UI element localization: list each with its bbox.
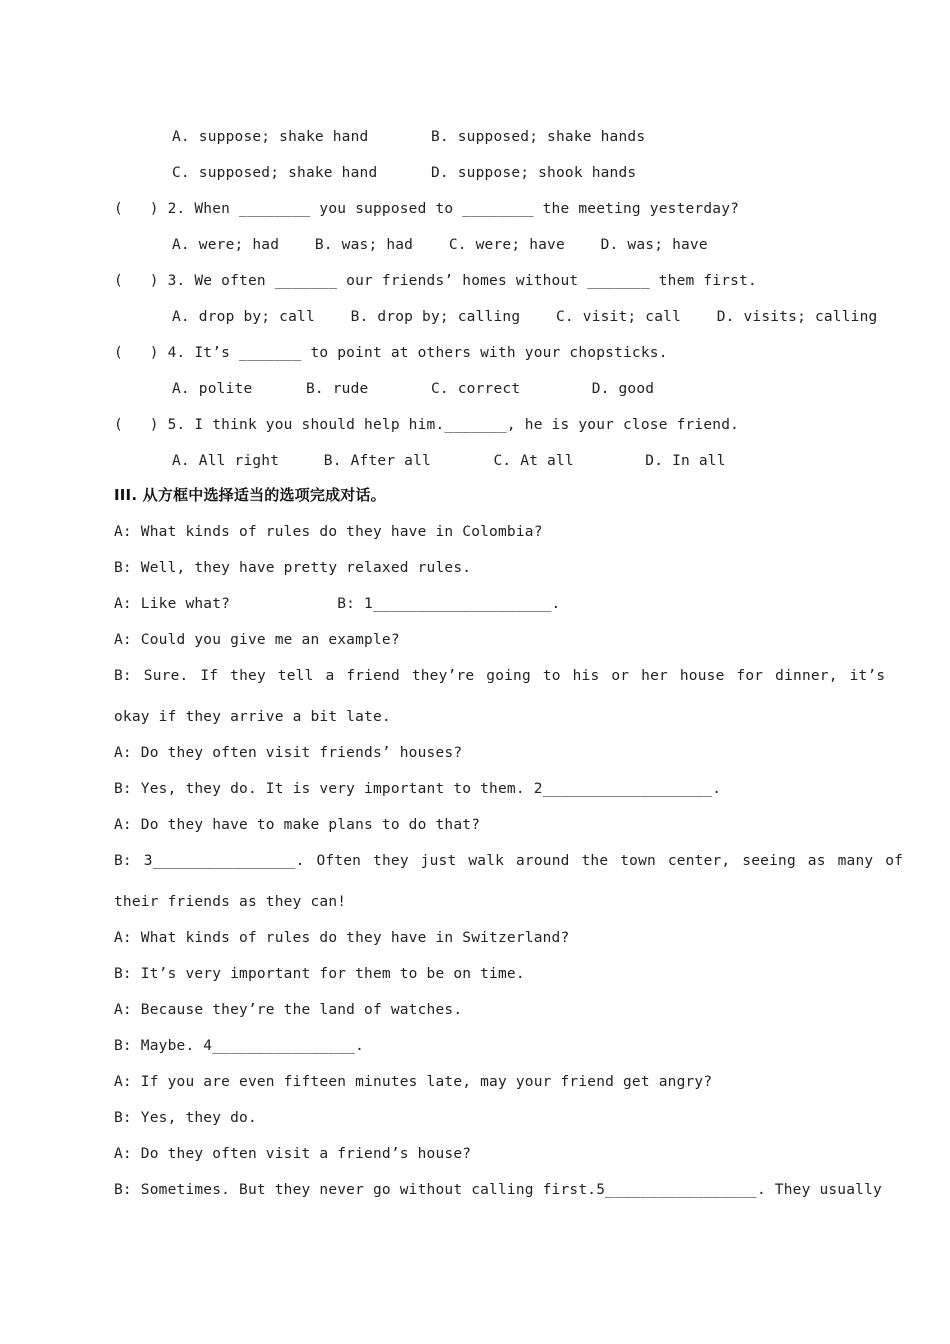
dialogue-line: B: 3________________. Often they just walk around the town center, seeing as many of xyxy=(114,853,904,869)
dialogue-line: A: Do they often visit friends’ houses? xyxy=(114,745,463,761)
dialogue-line: A: What kinds of rules do they have in Switzerland? xyxy=(114,930,570,946)
dialogue-line: A: Do they often visit a friend’s house? xyxy=(114,1146,472,1162)
dialogue-line: A: Do they have to make plans to do that? xyxy=(114,817,481,833)
dialogue-line: B: Yes, they do. It is very important to them. 2___________________. xyxy=(114,781,722,797)
dialogue-line: B: Yes, they do. xyxy=(114,1110,257,1126)
q1-options-cd: C. supposed; shake hand D. suppose; shook hands xyxy=(172,165,637,181)
dialogue-line: B: It’s very important for them to be on time. xyxy=(114,966,525,982)
q5-options: A. All right B. After all C. At all D. In all xyxy=(172,453,726,469)
dialogue-line: A: Like what? B: 1____________________. xyxy=(114,596,561,612)
dialogue-line: okay if they arrive a bit late. xyxy=(114,709,391,725)
dialogue-line: B: Well, they have pretty relaxed rules. xyxy=(114,560,472,576)
dialogue-line: B: Sure. If they tell a friend they’re going to his or her house for dinner, it’s xyxy=(114,668,886,684)
section-3-heading: III. 从方框中选择适当的选项完成对话。 xyxy=(114,486,386,504)
dialogue-line: A: What kinds of rules do they have in Colombia? xyxy=(114,524,543,540)
question-2: ( ) 2. When ________ you supposed to ________ the meeting yesterday? xyxy=(114,201,740,217)
dialogue-line: their friends as they can! xyxy=(114,894,347,910)
question-4: ( ) 4. It’s _______ to point at others with your chopsticks. xyxy=(114,345,668,361)
q3-options: A. drop by; call B. drop by; calling C. visit; call D. visits; calling xyxy=(172,309,878,325)
dialogue-line: B: Sometimes. But they never go without calling first.5_________________. They usually xyxy=(114,1182,882,1198)
q1-options-ab: A. suppose; shake hand B. supposed; shake hands xyxy=(172,129,646,145)
q4-options: A. polite B. rude C. correct D. good xyxy=(172,381,655,397)
dialogue-line: A: Because they’re the land of watches. xyxy=(114,1002,463,1018)
question-3: ( ) 3. We often _______ our friends’ homes without _______ them first. xyxy=(114,273,757,289)
dialogue-line: A: If you are even fifteen minutes late, may your friend get angry? xyxy=(114,1074,713,1090)
dialogue-line: A: Could you give me an example? xyxy=(114,632,400,648)
question-5: ( ) 5. I think you should help him._______, he is your close friend. xyxy=(114,417,740,433)
q2-options: A. were; had B. was; had C. were; have D. was; have xyxy=(172,237,708,253)
dialogue-line: B: Maybe. 4________________. xyxy=(114,1038,365,1054)
